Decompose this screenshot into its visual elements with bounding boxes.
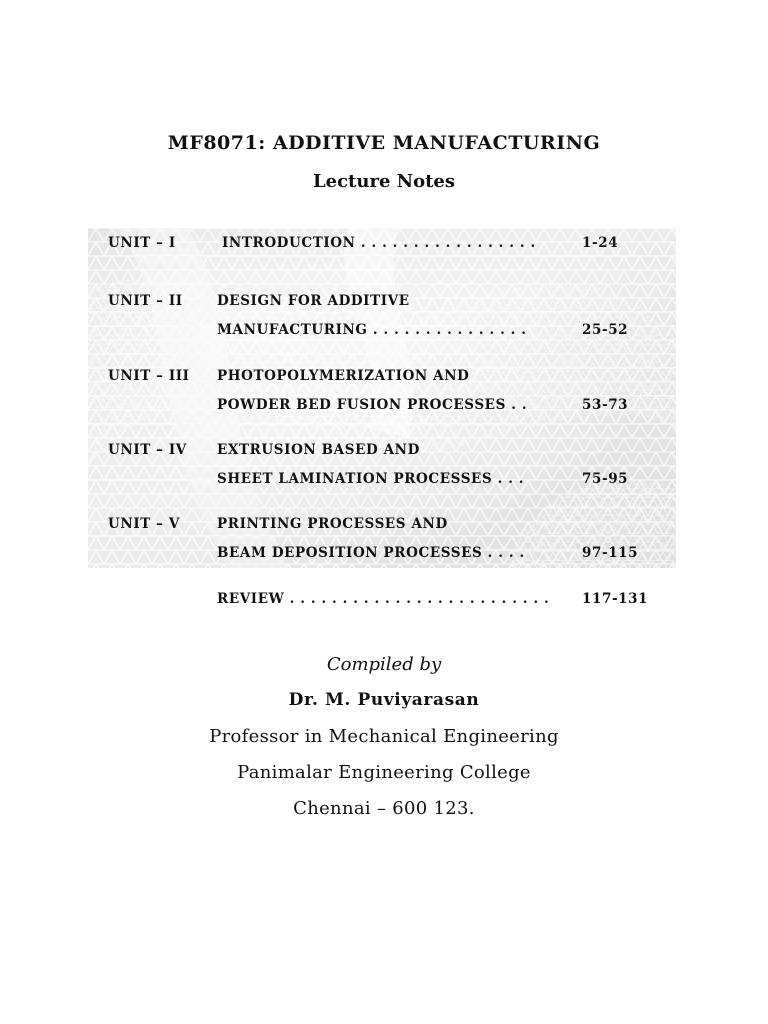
toc-entry-title-continued: POWDER BED FUSION PROCESSES . . — [217, 397, 528, 413]
toc-page-range: 117-131 — [582, 591, 649, 607]
toc-unit-label: UNIT – III — [108, 368, 190, 384]
toc-entry-title-continued: MANUFACTURING . . . . . . . . . . . . . . . — [217, 322, 527, 338]
author-name: Dr. M. Puviyarasan — [288, 690, 480, 710]
toc-page-range: 1-24 — [582, 235, 619, 251]
toc-unit-label: UNIT – IV — [108, 442, 187, 458]
compiled-by-label: Compiled by — [326, 654, 442, 675]
toc-entry-title: INTRODUCTION . . . . . . . . . . . . . . . . . — [222, 235, 536, 251]
author-position: Professor in Mechanical Engineering — [209, 726, 559, 747]
toc-entry-title-continued: SHEET LAMINATION PROCESSES . . . — [217, 471, 525, 487]
toc-entry-review: REVIEW . . . . . . . . . . . . . . . . . . . . . . . . . — [217, 591, 550, 607]
toc-page-range: 25-52 — [582, 322, 629, 338]
toc-unit-label: UNIT – II — [108, 293, 183, 309]
toc-page-range: 53-73 — [582, 397, 629, 413]
toc-entry-title: PHOTOPOLYMERIZATION AND — [217, 368, 470, 384]
toc-entry-title: DESIGN FOR ADDITIVE — [217, 293, 410, 309]
toc-page-range: 97-115 — [582, 545, 639, 561]
toc-entry-title: PRINTING PROCESSES AND — [217, 516, 448, 532]
document-subtitle: Lecture Notes — [312, 171, 456, 192]
author-institution: Panimalar Engineering College — [237, 762, 531, 783]
toc-entry-title-continued: BEAM DEPOSITION PROCESSES . . . . — [217, 545, 525, 561]
document-title: MF8071: ADDITIVE MANUFACTURING — [167, 132, 601, 154]
author-location: Chennai – 600 123. — [293, 798, 475, 819]
toc-unit-label: UNIT – I — [108, 235, 176, 251]
toc-entry-title: EXTRUSION BASED AND — [217, 442, 420, 458]
toc-page-range: 75-95 — [582, 471, 629, 487]
toc-unit-label: UNIT – V — [108, 516, 180, 532]
